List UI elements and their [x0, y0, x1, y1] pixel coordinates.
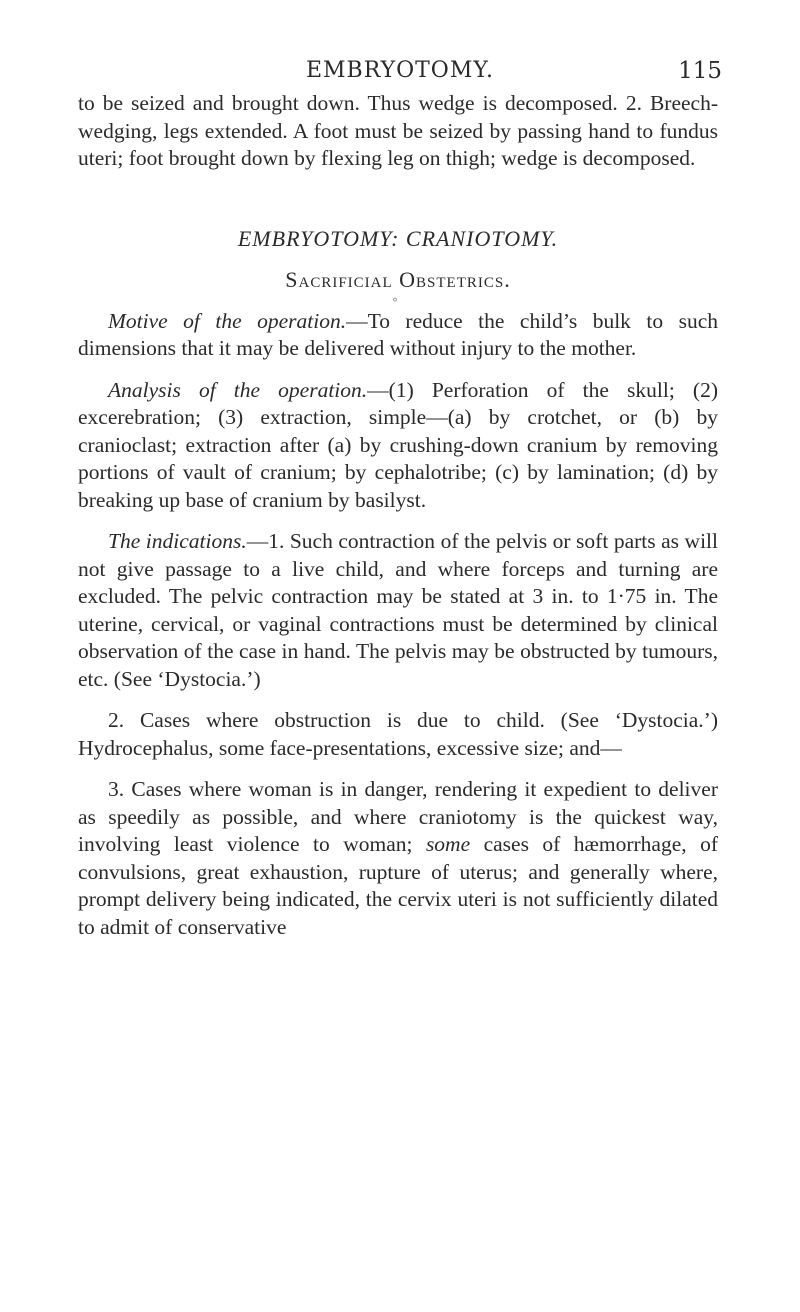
- indication-item-2: 2. Cases where obstruction is due to child. (See ‘Dystocia.’) Hydrocephalus, some face-presentations, excessive size; and—: [78, 708, 718, 760]
- indication-item-3-end: cases of hæmorrhage, of convulsions, great exhaustion, rupture of uterus; and generally where, prompt delivery being indicated, the cervix uteri is not sufficiently dilated to admit of conservative: [78, 832, 718, 939]
- running-title: EMBRYOTOMY.: [305, 58, 495, 83]
- section-subtitle: Sacrificial Obstetrics.: [285, 267, 511, 292]
- indication-item-3-emphasis: some: [425, 832, 471, 856]
- section-title: EMBRYOTOMY: CRANIOTOMY.: [237, 225, 559, 251]
- indication-item-1: —1. Such contraction of the pelvis or soft parts as will not give passage to a live child, and where forceps and turning are excluded. The pelvic contraction may be stated at 3 in. to 1·75 in. The uterine, cervical, or vaginal contractions must be determined by clinical observation of the case in hand. The pelvis may be obstructed by tumours, etc. (See ‘Dystocia.’): [78, 529, 718, 691]
- analysis-label: Analysis of the operation.: [108, 377, 368, 402]
- indications-paragraph: [78, 528, 718, 693]
- print-speck-icon: °: [392, 296, 398, 310]
- analysis-paragraph: [78, 377, 718, 515]
- running-head: [78, 58, 722, 88]
- analysis-text: —(1) Perforation of the skull; (2) excerebration; (3) extraction, simple—(a) by crotchet, or (b) by cranioclast; extraction after (a) by crushing-down cranium by removing portions of vault of cranium; by cephalotribe; (c) by lamination; (d) by breaking up base of cranium by basilyst.: [78, 377, 719, 512]
- indication-item-3-start: 3. Cases where woman is in danger, rendering it expedient to deliver as speedily as possible, and where craniotomy is the quickest way, involving least violence to woman;: [78, 777, 718, 856]
- intro-paragraph: to be seized and brought down. Thus wedge is decomposed. 2. Breech-wedging, legs extended. A foot must be seized by passing hand to fundus uteri; foot brought down by flexing leg on thigh; wedge is decomposed.: [78, 91, 718, 170]
- motive-paragraph: [78, 308, 718, 363]
- body-text: [78, 90, 718, 941]
- motive-text: —To reduce the child’s bulk to such dimensions that it may be delivered without injury to the mother.: [78, 308, 719, 360]
- indication-item-3: [78, 776, 718, 941]
- motive-label: Motive of the operation.: [108, 308, 347, 333]
- page-number: 115: [678, 58, 722, 84]
- indications-label: The indications.: [108, 529, 247, 553]
